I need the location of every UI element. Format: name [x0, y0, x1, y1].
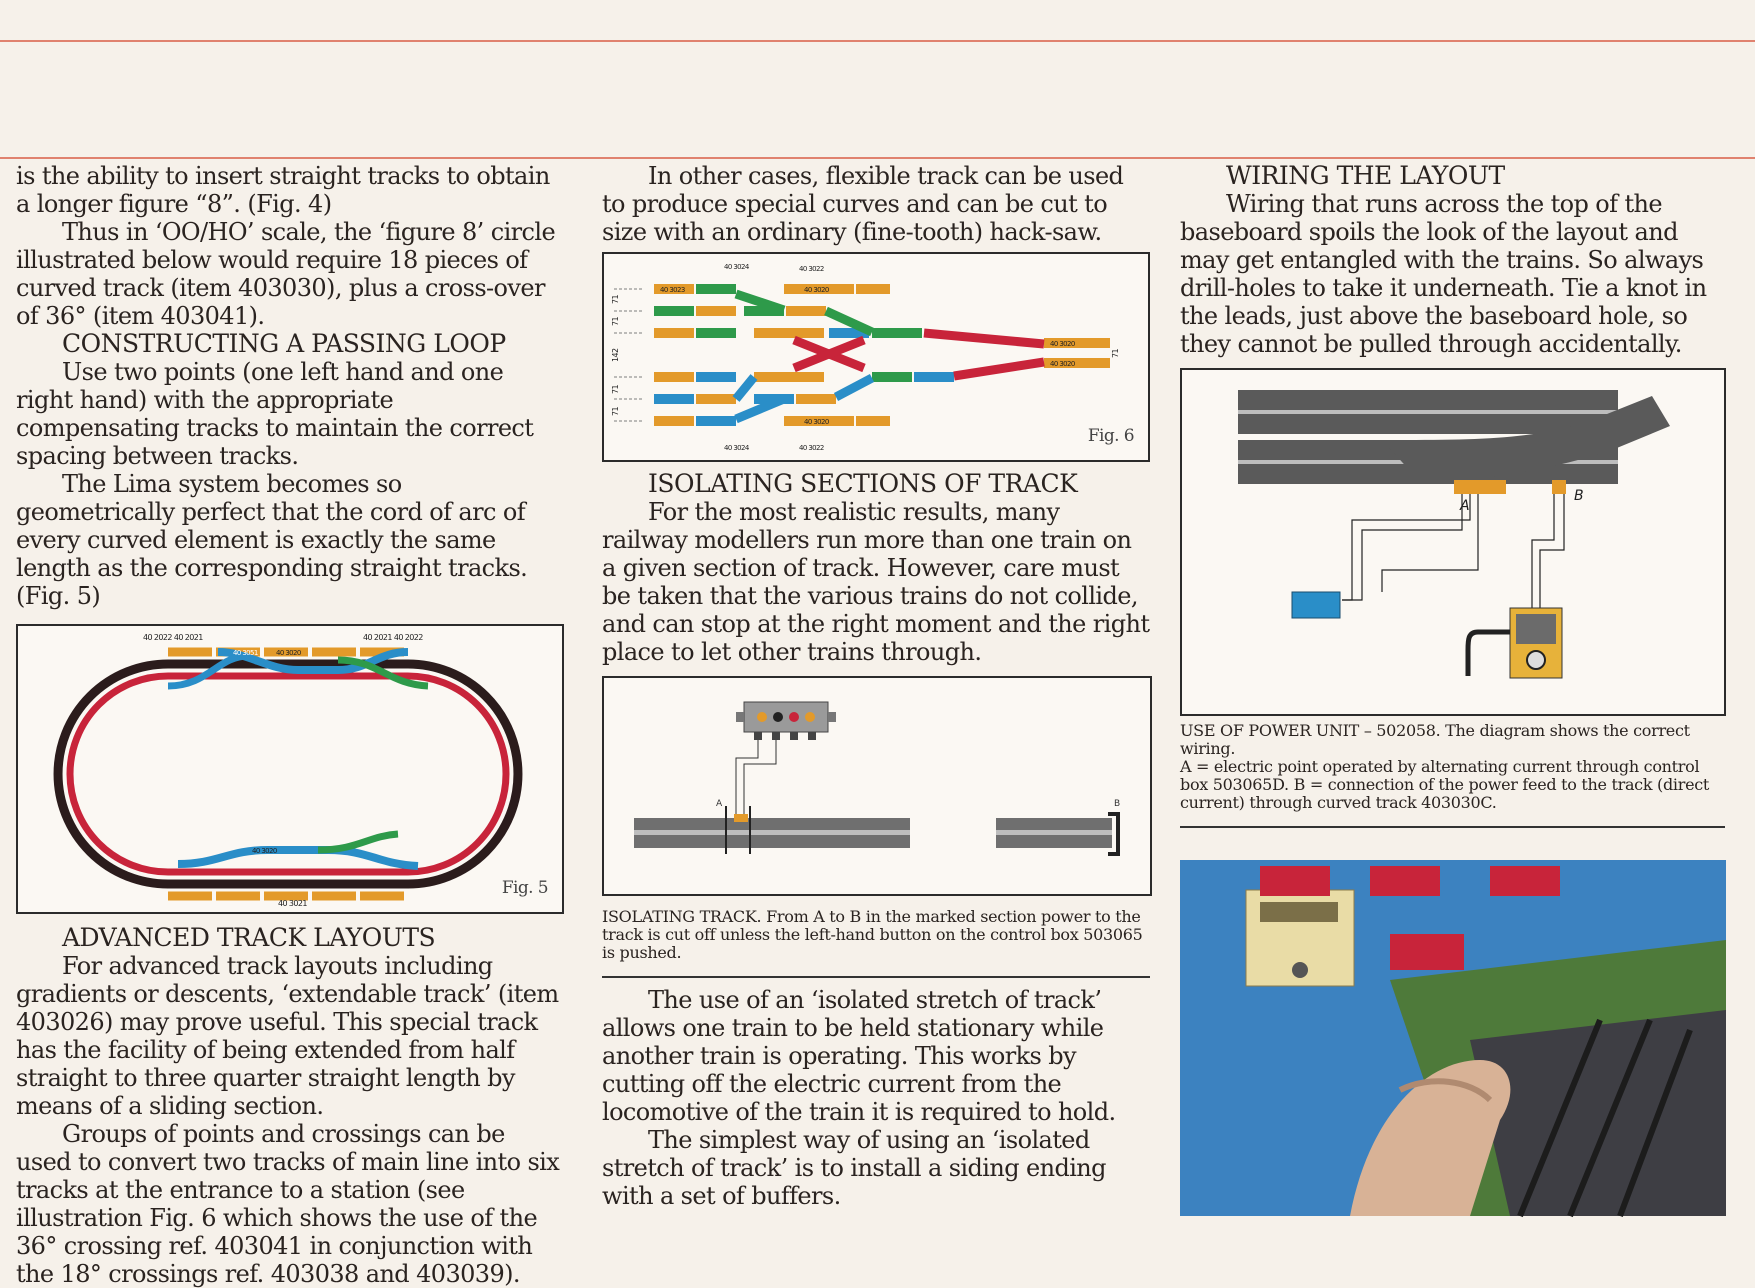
wiring-label-a: A: [1460, 498, 1469, 514]
column-left: [16, 162, 561, 1288]
heading-wiring: WIRING THE LAYOUT: [1226, 161, 1505, 190]
svg-text:40 3022: 40 3022: [799, 265, 824, 273]
figure-6-label: Fig. 6: [1087, 426, 1134, 446]
column-middle: [602, 162, 1150, 1210]
wiring-caption-detail: A = electric point operated by alternating current through control box 503065D. B = connection of the power feed to the track (direct current) through curved track 403030C.: [1180, 757, 1710, 812]
isolating-label-b: B: [1114, 799, 1120, 809]
svg-text:71: 71: [611, 295, 620, 304]
column-right: [1180, 162, 1725, 1216]
figure-5: [16, 624, 564, 914]
svg-text:71: 71: [611, 407, 620, 416]
paragraph: For the most realistic results, many railway modellers run more than one train on a given section of track. However, care must be taken that the various trains do not collide, and can stop at the right moment and the right place to let other trains through.: [602, 498, 1150, 666]
svg-text:40 3020: 40 3020: [804, 418, 829, 426]
isolating-label-a: A: [716, 799, 722, 809]
divider: [1180, 826, 1725, 828]
paragraph: In other cases, flexible track can be used to produce special curves and can be cut to size with an ordinary (fine-tooth) hack-saw.: [602, 162, 1124, 246]
svg-text:40 3020: 40 3020: [1050, 340, 1075, 348]
paragraph: Wiring that runs across the top of the baseboard spoils the look of the layout and may get entangled with the trains. So always drill-holes to take it underneath. Tie a knot in the leads, just above the baseboard hole, so they cannot be pulled through accidentally.: [1180, 190, 1707, 358]
paragraph: Thus in ‘OO/HO’ scale, the ‘figure 8’ circle illustrated below would require 18 pieces of curved track (item 403030), plus a cross-over of 36° (item 403041).: [16, 218, 556, 330]
top-rule: [0, 40, 1755, 42]
paragraph: The use of an ‘isolated stretch of track’ allows one train to be held stationary while another train is operating. This works by cutting off the electric current from the locomotive of the train it is required to hold.: [602, 986, 1116, 1126]
divider: [602, 976, 1150, 978]
section-rule: [0, 157, 1755, 159]
isolating-track-figure: [602, 676, 1152, 896]
svg-text:142: 142: [611, 348, 620, 362]
figure-5-label: Fig. 5: [501, 878, 548, 898]
paragraph: The simplest way of using an ‘isolated stretch of track’ is to install a siding ending with a set of buffers.: [602, 1126, 1106, 1210]
svg-text:40 3022: 40 3022: [799, 444, 824, 452]
photo-layout-hand: [1180, 860, 1726, 1216]
paragraph: For advanced track layouts including gradients or descents, ‘extendable track’ (item 403026) may prove useful. This special track has the facility of being extended from half straight to three quarter straight length by means of a sliding section.: [16, 952, 559, 1120]
wiring-figure: [1180, 368, 1726, 716]
heading-isolating-sections: ISOLATING SECTIONS OF TRACK: [648, 469, 1078, 498]
paragraph: Groups of points and crossings can be used to convert two tracks of main line into six tracks at the entrance to a station (see illustration Fig. 6 which shows the use of the 36° crossing ref. 403041 in conjunction with the 18° crossings ref. 403038 and 403039).: [16, 1120, 560, 1288]
wiring-label-b: B: [1574, 488, 1584, 504]
wiring-caption-title: USE OF POWER UNIT – 502058. The diagram shows the correct wiring.: [1180, 721, 1690, 758]
photo-illustration: [1180, 860, 1726, 1216]
figure-6: [602, 252, 1150, 462]
heading-passing-loop: CONSTRUCTING A PASSING LOOP: [62, 329, 506, 358]
svg-text:40 3051: 40 3051: [233, 649, 258, 657]
paragraph: Use two points (one left hand and one right hand) with the appropriate compensating tracks to maintain the correct spacing between tracks.: [16, 358, 534, 470]
svg-text:40 3020: 40 3020: [1050, 360, 1075, 368]
paragraph: The Lima system becomes so geometrically perfect that the cord of arc of every curved element is exactly the same length as the corresponding straight tracks. (Fig. 5): [16, 470, 528, 610]
svg-text:40 3021: 40 3021: [278, 899, 307, 908]
svg-text:40 2021 40 2022: 40 2021 40 2022: [363, 633, 423, 642]
svg-text:40 3020: 40 3020: [252, 847, 277, 855]
svg-text:40 3024: 40 3024: [724, 263, 749, 271]
svg-text:40 3024: 40 3024: [724, 444, 749, 452]
heading-advanced-layouts: ADVANCED TRACK LAYOUTS: [62, 923, 436, 952]
svg-text:40 3020: 40 3020: [276, 649, 301, 657]
svg-text:40 2022 40 2021: 40 2022 40 2021: [143, 633, 203, 642]
svg-text:40 3020: 40 3020: [804, 286, 829, 294]
svg-text:71: 71: [611, 385, 620, 394]
paragraph: is the ability to insert straight tracks to obtain a longer figure “8”. (Fig. 4): [16, 162, 550, 218]
figure-5-diagram: [18, 626, 562, 912]
svg-text:71: 71: [611, 317, 620, 326]
svg-text:71: 71: [1111, 349, 1120, 358]
svg-text:40 3023: 40 3023: [660, 286, 685, 294]
isolating-track-diagram: [604, 678, 1150, 894]
figure-6-diagram: [604, 254, 1148, 460]
wiring-diagram: [1182, 370, 1724, 714]
isolating-track-caption: ISOLATING TRACK. From A to B in the marked section power to the track is cut off unless the left-hand button on the control box 503065 is pushed.: [602, 907, 1143, 962]
